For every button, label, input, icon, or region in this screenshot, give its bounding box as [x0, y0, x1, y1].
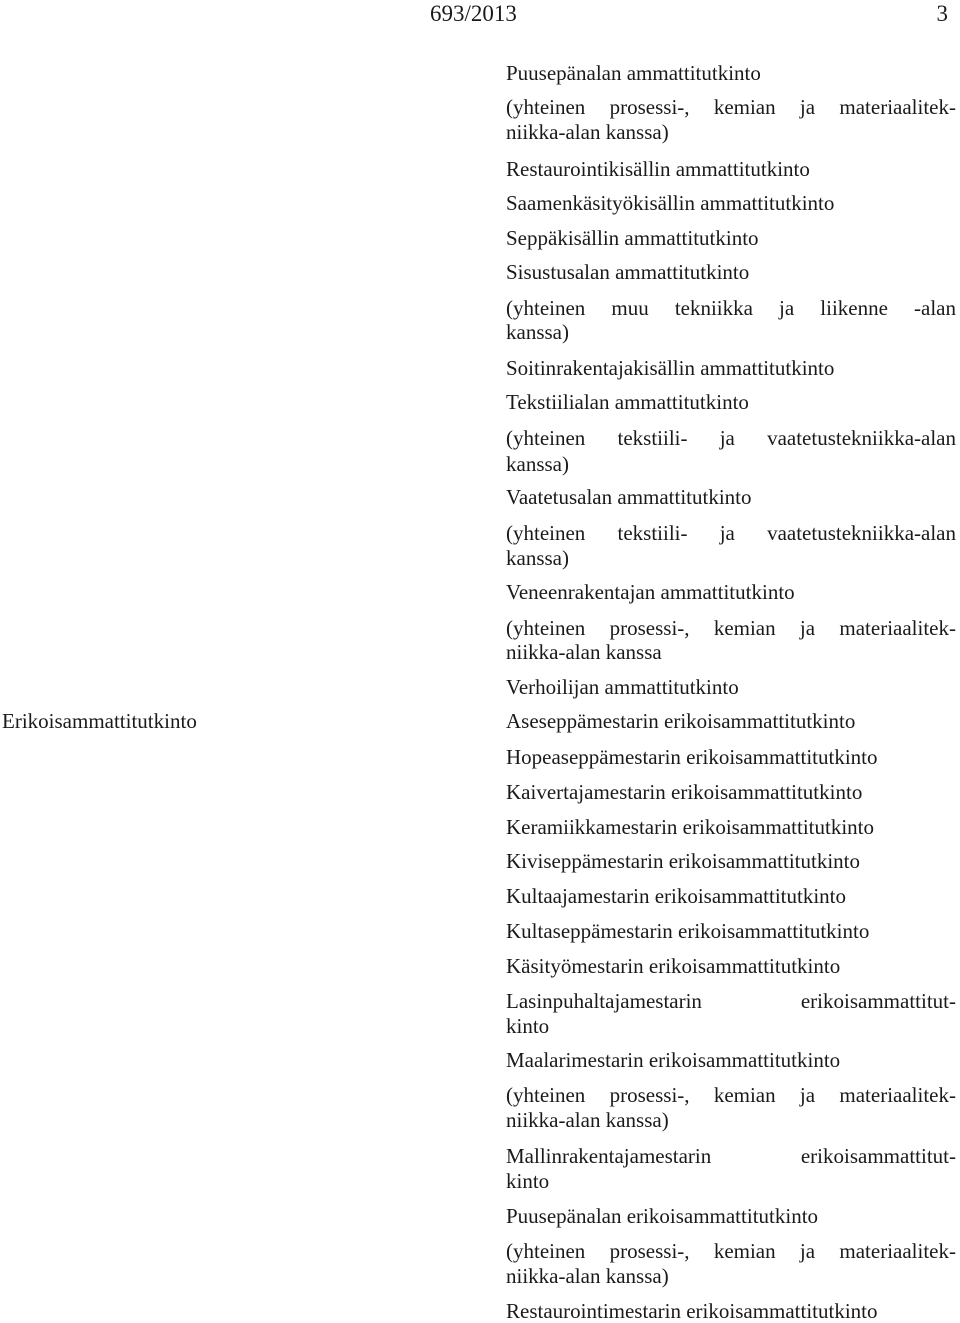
- list-item: Seppäkisällin ammattitutkinto: [506, 226, 759, 250]
- list-item: niikka-alan kanssa): [506, 1264, 669, 1288]
- list-item: Saamenkäsityökisällin ammattitutkinto: [506, 191, 835, 215]
- page-header: [0, 0, 960, 30]
- list-item: Keramiikkamestarin erikoisammattitutkinto: [506, 815, 874, 839]
- list-item: Kultaseppämestarin erikoisammattitutkinto: [506, 919, 870, 943]
- list-item: (yhteinen tekstiili- ja vaatetustekniikka-alan: [506, 426, 956, 450]
- list-item: (yhteinen prosessi-, kemian ja materiaalitek-: [506, 95, 956, 119]
- category-label: Erikoisammattitutkinto: [2, 709, 197, 733]
- list-item: (yhteinen muu tekniikka ja liikenne -alan: [506, 296, 956, 320]
- list-item: Hopeaseppämestarin erikoisammattitutkinto: [506, 745, 878, 769]
- list-item: Puusepänalan ammattitutkinto: [506, 61, 761, 85]
- list-item: Kaivertajamestarin erikoisammattitutkinto: [506, 780, 863, 804]
- list-item: niikka-alan kanssa): [506, 1108, 669, 1132]
- list-item: Soitinrakentajakisällin ammattitutkinto: [506, 356, 835, 380]
- list-item: Käsityömestarin erikoisammattitutkinto: [506, 954, 841, 978]
- page-number: 3: [936, 1, 948, 26]
- list-item: kanssa): [506, 452, 569, 476]
- list-item: Vaatetusalan ammattitutkinto: [506, 485, 752, 509]
- list-item: kanssa): [506, 320, 569, 344]
- list-item: Verhoilijan ammattitutkinto: [506, 675, 739, 699]
- list-item: Restaurointikisällin ammattitutkinto: [506, 157, 810, 181]
- list-item: Tekstiilialan ammattitutkinto: [506, 390, 749, 414]
- list-item: Kiviseppämestarin erikoisammattitutkinto: [506, 849, 861, 873]
- list-item: Mallinrakentajamestarin erikoisammattitut-: [506, 1144, 956, 1168]
- list-item: kanssa): [506, 546, 569, 570]
- list-item: (yhteinen prosessi-, kemian ja materiaalitek-: [506, 616, 956, 640]
- list-item: Lasinpuhaltajamestarin erikoisammattitut-: [506, 989, 956, 1013]
- list-item: (yhteinen prosessi-, kemian ja materiaalitek-: [506, 1239, 956, 1263]
- list-item: (yhteinen tekstiili- ja vaatetustekniikka-alan: [506, 521, 956, 545]
- list-item: (yhteinen prosessi-, kemian ja materiaalitek-: [506, 1083, 956, 1107]
- list-item: niikka-alan kanssa: [506, 640, 662, 664]
- list-item: kinto: [506, 1169, 550, 1193]
- list-item: Puusepänalan erikoisammattitutkinto: [506, 1204, 819, 1228]
- list-item: kinto: [506, 1014, 550, 1038]
- list-item: Restaurointimestarin erikoisammattitutkinto: [506, 1299, 878, 1323]
- statute-reference: 693/2013: [430, 1, 517, 26]
- list-item: Maalarimestarin erikoisammattitutkinto: [506, 1048, 841, 1072]
- list-item: niikka-alan kanssa): [506, 120, 669, 144]
- list-item: Aseseppämestarin erikoisammattitutkinto: [506, 709, 856, 733]
- list-item: Veneenrakentajan ammattitutkinto: [506, 580, 795, 604]
- list-item: Kultaajamestarin erikoisammattitutkinto: [506, 884, 846, 908]
- list-item: Sisustusalan ammattitutkinto: [506, 260, 750, 284]
